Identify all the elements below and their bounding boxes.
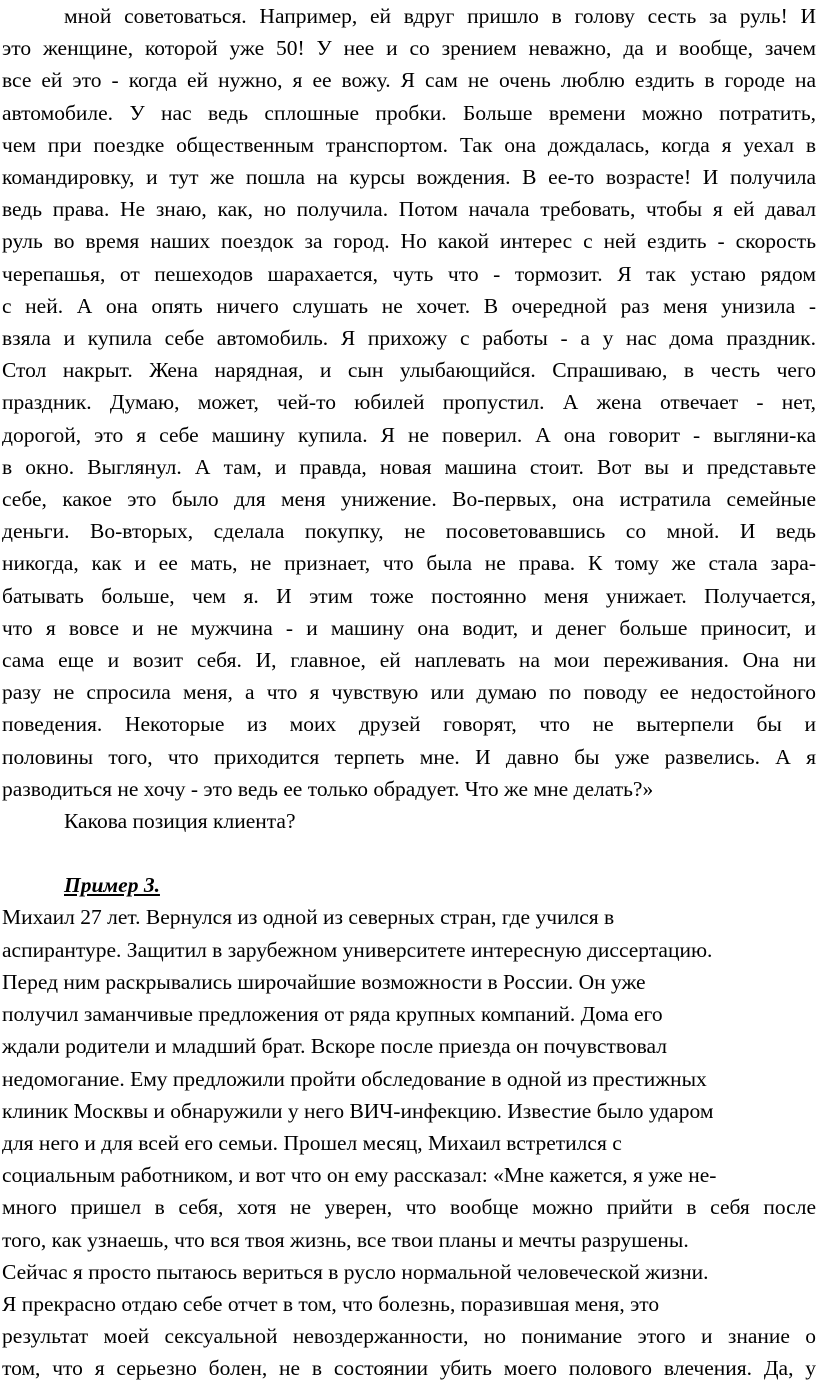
text-line: Стол накрыт. Жена нарядная, и сын улыбающийся. Спрашиваю, в честь чего	[2, 358, 816, 383]
text-line: того, как узнаешь, что вся твоя жизнь, все твои планы и мечты разрушены.	[2, 1227, 689, 1252]
text-line: это женщине, которой уже 50! У нее и со зрением неважно, да и вообще, зачем	[2, 36, 816, 61]
text-line: разу не спросила меня, а что я чувствую или думаю по поводу ее недостойного	[2, 680, 816, 705]
text-line: взяла и купила себе автомобиль. Я прихожу с работы - а у нас дома праздник.	[2, 326, 816, 351]
text-line: половины того, что приходится терпеть мне. И давно бы уже развелись. А я	[2, 744, 816, 769]
text-line: что я вовсе и не мужчина - и машину она водит, и денег больше приносит, и	[2, 615, 816, 640]
text-line: командировку, и тут же пошла на курсы вождения. В ее-то возрасте! И получила	[2, 165, 816, 190]
text-line: Сейчас я просто пытаюсь вериться в русло нормальной человеческой жизни.	[2, 1259, 709, 1284]
text-line: сама еще и возит себя. И, главное, ей наплевать на мои переживания. Она ни	[2, 648, 816, 673]
text-line: деньги. Во-вторых, сделала покупку, не посоветовавшись со мной. И ведь	[2, 519, 816, 544]
text-line: Перед ним раскрывались широчайшие возможности в России. Он уже	[2, 969, 646, 994]
blank-line	[2, 837, 816, 869]
text-line: том, что я серьезно болен, не в состоянии убить моего полового влечения. Да, у	[2, 1356, 816, 1381]
text-line: ждали родители и младший брат. Вскоре после приезда он почувствовал	[2, 1034, 667, 1059]
text-line: черепашья, от пешеходов шарахается, чуть что - тормозит. Я так устаю рядом	[2, 261, 816, 286]
text-line: все ей это - когда ей нужно, я ее вожу. Я сам не очень люблю ездить в городе на	[2, 68, 816, 93]
text-line: клиник Москвы и обнаружили у него ВИЧ-инфекцию. Известие было ударом	[2, 1098, 714, 1123]
text-line: поведения. Некоторые из моих друзей говорят, что не вытерпели бы и	[2, 712, 816, 737]
text-line: мной советоваться. Например, ей вдруг пришло в голову сесть за руль! И	[64, 4, 816, 28]
text-line: получил заманчивые предложения от ряда крупных компаний. Дома его	[2, 1002, 663, 1027]
text-line: автомобиле. У нас ведь сплошные пробки. Больше времени можно потратить,	[2, 100, 816, 125]
text-line: себе, какое это было для меня унижение. Во-первых, она истратила семейные	[2, 487, 816, 512]
text-line: дорогой, это я себе машину купила. Я не поверил. А она говорит - выгляни-ка	[2, 422, 816, 447]
text-line: руль во время наших поездок за город. Но какой интерес с ней ездить - скорость	[2, 229, 816, 254]
paragraph-example-3	[2, 901, 816, 1384]
text-line: результат моей сексуальной невоздержанности, но понимание этого и знание о	[2, 1324, 816, 1349]
paragraph-client-story	[2, 0, 816, 805]
text-line: с ней. А она опять ничего слушать не хочет. В очередной раз меня унизила -	[2, 293, 816, 318]
question-line	[2, 805, 816, 837]
text-line: никогда, как и ее мать, не признает, что была не права. К тому же стала зара-	[2, 551, 816, 576]
text-line: Михаил 27 лет. Вернулся из одной из северных стран, где учился в	[2, 905, 615, 930]
text-line: Я прекрасно отдаю себе отчет в том, что болезнь, поразившая меня, это	[2, 1291, 660, 1316]
text-line: в окно. Выглянул. А там, и правда, новая машина стоит. Вот вы и представьте	[2, 454, 816, 479]
question-text: Какова позиция клиента?	[64, 809, 296, 834]
example-heading: Пример 3.	[64, 873, 160, 898]
text-line: разводиться не хочу - это ведь ее только обрадует. Что же мне делать?»	[2, 776, 654, 801]
text-line: для него и для всей его семьи. Прошел месяц, Михаил встретился с	[2, 1130, 622, 1155]
text-line: чем при поездке общественным транспортом. Так она дождалась, когда я уехал в	[2, 132, 816, 157]
text-line: батывать больше, чем я. И этим тоже постоянно меня унижает. Получается,	[2, 583, 816, 608]
text-line: праздник. Думаю, может, чей-то юбилей пропустил. А жена отвечает - нет,	[2, 390, 816, 415]
text-line: много пришел в себя, хотя не уверен, что вообще можно прийти в себя после	[2, 1195, 816, 1220]
text-line: ведь права. Не знаю, как, но получила. Потом начала требовать, чтобы я ей давал	[2, 197, 816, 222]
text-line: недомогание. Ему предложили пройти обследование в одной из престижных	[2, 1066, 707, 1091]
text-line: социальным работником, и вот что он ему рассказал: «Мне кажется, я уже не-	[2, 1163, 717, 1188]
text-line: аспирантуре. Защитил в зарубежном университете интересную диссертацию.	[2, 937, 713, 962]
